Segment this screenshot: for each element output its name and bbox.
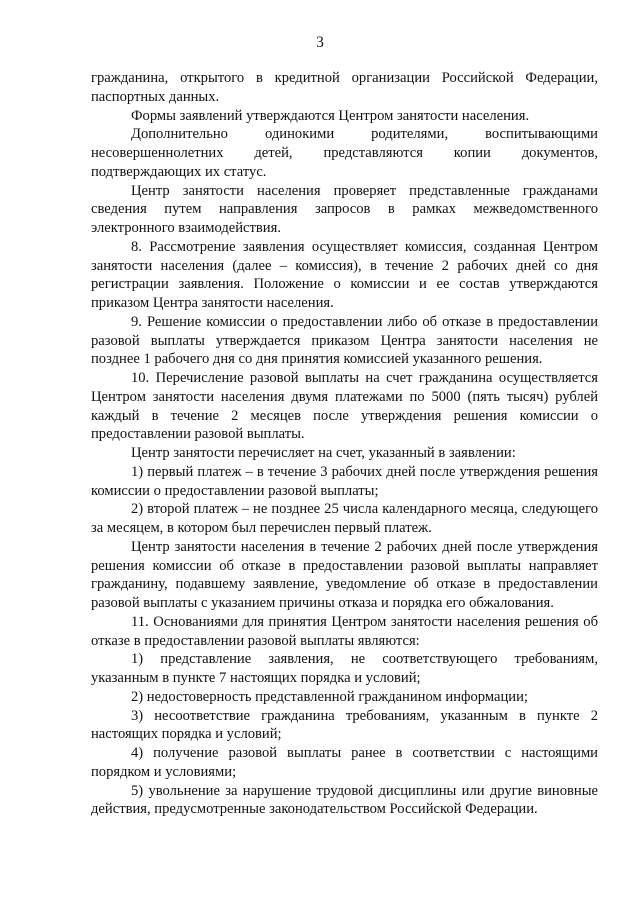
paragraph: 5) увольнение за нарушение трудовой дисциплины или другие виновные действия, предусмотренные законодательством Российской Федерации. [91,782,598,818]
paragraph: 1) представление заявления, не соответствующего требованиям, указанным в пункте 7 настоящих порядка и условий; [91,651,598,686]
paragraph: Центр занятости населения в течение 2 рабочих дней после утверждения решения комиссии об отказе в предоставлении разовой выплаты направляет гражданину, подавшему заявление, уведомление об отказе в предоставлении разовой выплаты с указанием причины отказа и порядка его обжалования. [91,538,598,611]
paragraph: 10. Перечисление разовой выплаты на счет гражданина осуществляется Центром занятости населения двумя платежами по 5000 (пять тысяч) рублей каждый в течение 2 месяцев после утверждения решения комиссии о предоставлении разовой выплаты. [91,370,598,443]
paragraph: Центр занятости перечисляет на счет, указанный в заявлении: [131,445,516,461]
paragraph: Центр занятости населения проверяет представленные гражданами сведения путем направления запросов в рамках межведомственного электронного взаимодействия. [91,182,598,236]
paragraph: 9. Решение комиссии о предоставлении либо об отказе в предоставлении разовой выплаты утверждается приказом Центра занятости населения не позднее 1 рабочего дня со дня принятия комиссией указанного решения. [91,313,598,368]
document-body [91,69,598,819]
paragraph: 2) второй платеж – не позднее 25 числа календарного месяца, следующего за месяцем, в котором был перечислен первый платеж. [91,501,598,536]
paragraph: 8. Рассмотрение заявления осуществляет комиссия, созданная Центром занятости населения (далее – комиссия), в течение 2 рабочих дней со дня регистрации заявления. Положение о комиссии и ее состав утверждаются приказом Центра занятости населения. [91,238,598,311]
paragraph: 4) получение разовой выплаты ранее в соответствии с настоящими порядком и условиями; [91,745,598,780]
paragraph: 1) первый платеж – в течение 3 рабочих дней после утверждения решения комиссии о предоставлении разовой выплаты; [91,463,598,499]
paragraph: 11. Основаниями для принятия Центром занятости населения решения об отказе в предоставлении разовой выплаты являются: [91,613,598,649]
paragraph: 2) недостоверность представленной гражданином информации; [131,688,528,705]
paragraph: гражданина, открытого в кредитной организации Российской Федерации, паспортных данных. [91,70,598,105]
paragraph: Дополнительно одинокими родителями, воспитывающими несовершеннолетних детей, представляются копии документов, подтверждающих их статус. [91,126,598,180]
page-number: 3 [316,34,324,51]
paragraph: 3) несоответствие гражданина требованиям, указанным в пункте 2 настоящих порядка и условий; [91,707,598,743]
paragraph: Формы заявлений утверждаются Центром занятости населения. [131,107,530,124]
